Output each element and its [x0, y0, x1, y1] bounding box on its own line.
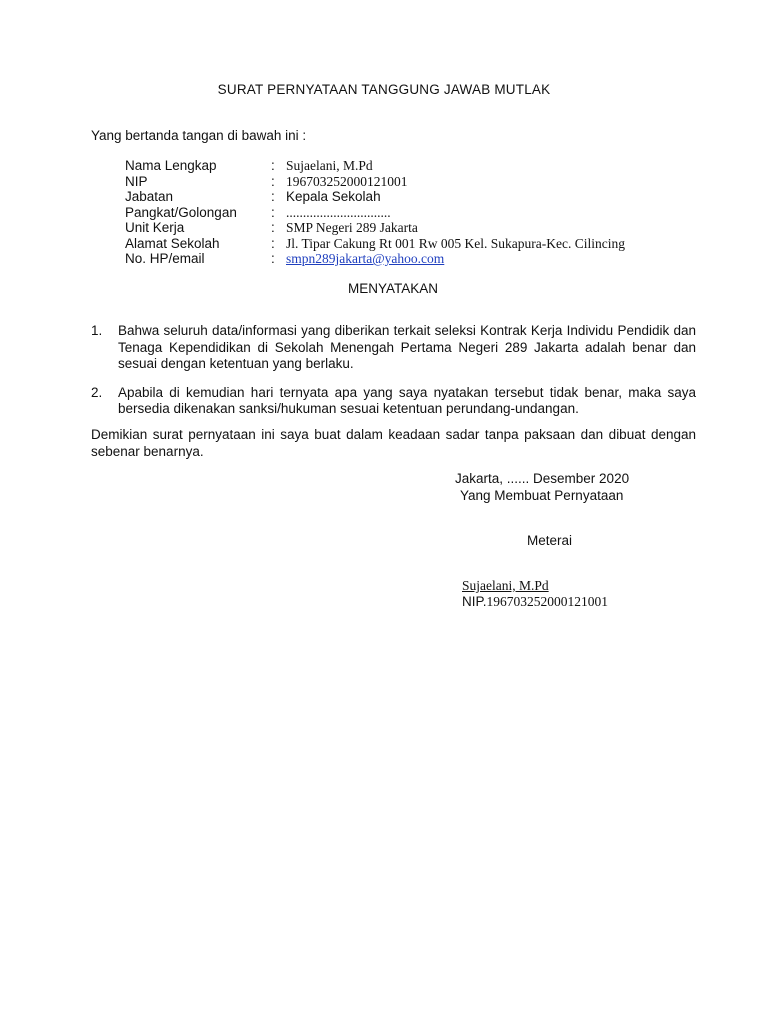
list-item-number: 1. — [91, 323, 103, 338]
list-item-number: 2. — [91, 384, 103, 400]
identity-value: Sujaelani, M.Pd — [286, 158, 373, 173]
identity-separator: : — [271, 204, 275, 220]
identity-row-contact — [125, 251, 625, 267]
identity-row-unit — [125, 220, 625, 236]
identity-label: Alamat Sekolah — [125, 235, 220, 251]
identity-label: Unit Kerja — [125, 220, 185, 235]
list-item-text: Bahwa seluruh data/informasi yang diberikan terkait seleksi Kontrak Kerja Individu Pendidik dan Tenaga Kependidikan di Sekolah Menengah Pertama Negeri 289 Jakarta adalah benar dan sesuai dengan ketentuan yang berlaku. — [118, 323, 696, 371]
list-item — [91, 323, 696, 373]
identity-value: Kepala Sekolah — [286, 189, 381, 204]
stamp-placeholder: Meterai — [527, 533, 573, 548]
statement-heading: MENYATAKAN — [347, 281, 438, 296]
signer-nip — [462, 594, 608, 610]
identity-value: ............................... — [286, 204, 391, 220]
identity-row-pangkat — [125, 205, 625, 221]
identity-separator: : — [271, 173, 275, 189]
letter-title: SURAT PERNYATAAN TANGGUNG JAWAB MUTLAK — [217, 82, 551, 97]
nip-value: 196703252000121001 — [486, 594, 609, 609]
list-item-text: Apabila di kemudian hari ternyata apa yang saya nyatakan tersebut tidak benar, maka saya bersedia dikenakan sanksi/hukuman sesuai ketentuan perundang-undangan. — [118, 384, 696, 416]
place-date: Jakarta, ...... Desember 2020 — [455, 471, 630, 486]
intro-text: Yang bertanda tangan di bawah ini : — [91, 128, 307, 143]
identity-label: Nama Lengkap — [125, 158, 217, 173]
signer-role: Yang Membuat Pernyataan — [460, 488, 624, 503]
identity-label: No. HP/email — [125, 251, 205, 266]
identity-value: SMP Negeri 289 Jakarta — [286, 220, 418, 235]
signer-name: Sujaelani, M.Pd — [462, 578, 549, 593]
identity-label: Jabatan — [125, 189, 174, 204]
identity-row-alamat — [125, 236, 625, 252]
statement-list — [91, 323, 696, 430]
identity-value: Jl. Tipar Cakung Rt 001 Rw 005 Kel. Sukapura-Kec. Cilincing — [286, 235, 625, 251]
identity-row-nip — [125, 174, 625, 190]
identity-separator: : — [271, 235, 275, 251]
identity-value: 196703252000121001 — [286, 173, 408, 189]
closing-paragraph: Demikian surat pernyataan ini saya buat dalam keadaan sadar tanpa paksaan dan dibuat dengan sebenar benarnya. — [91, 427, 696, 459]
identity-label: NIP — [125, 173, 148, 189]
identity-table — [125, 158, 625, 267]
identity-separator: : — [271, 158, 275, 173]
email-link[interactable]: smpn289jakarta@yahoo.com — [286, 251, 445, 266]
list-item — [91, 385, 696, 418]
identity-separator: : — [271, 251, 275, 266]
identity-separator: : — [271, 189, 275, 204]
identity-separator: : — [271, 220, 275, 235]
identity-label: Pangkat/Golongan — [125, 204, 237, 220]
identity-row-name — [125, 158, 625, 174]
nip-label: NIP. — [462, 594, 487, 609]
identity-row-jabatan — [125, 189, 625, 205]
